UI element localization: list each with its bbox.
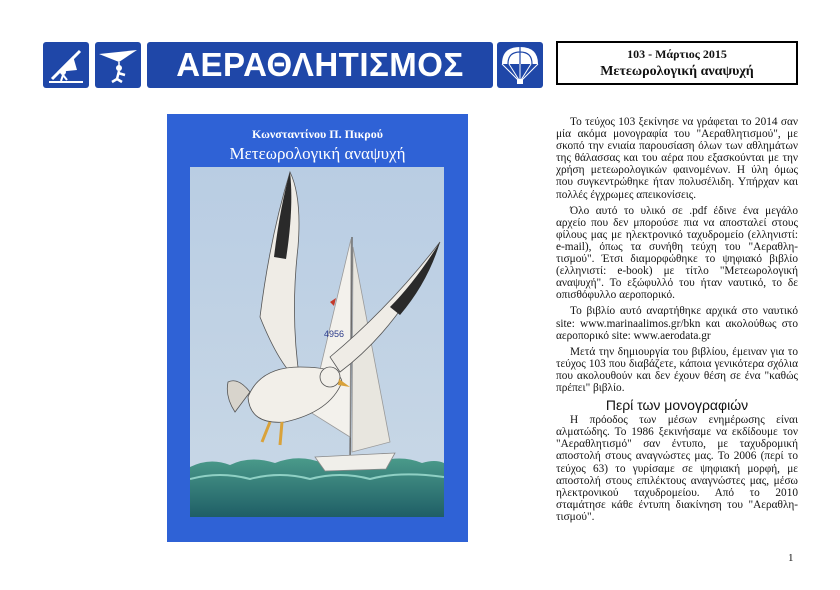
book-cover <box>167 114 468 542</box>
masthead <box>43 42 543 88</box>
article-paragraph: Το βιβλίο αυτό αναρτήθηκε αρχικά στο ναυτικό site: www.marinaalimos.gr/bkn και ακολούθως στο αεροπορικό site: www.aerodata.gr <box>556 305 798 342</box>
windsurfer-icon <box>43 42 89 88</box>
section-paragraph: Η πρόοδος των μέσων ενημέρωσης είναι αλματώδης. Το 1986 ξεκινήσαμε να εκδίδουμε τον "Αεραθλητισμό" σαν έντυπο, με ταχυδρομική αποστολή στους αναγνώστες μας. Το 2006 (περί το τεύχος 63) το γυρίσαμε σε ψηφιακή μορφή, με αποστολή στους επιλέκτους αναγνώστες μας, μέσω ηλεκτρονικού ταχυδρομείου. Από το 2010 σταμάτησε κάθε έντυπη διακίνηση του "Αεραθλη-τισμού". <box>556 414 798 523</box>
parachute-icon <box>497 42 543 88</box>
article-paragraph: Όλο αυτό το υλικό σε .pdf έδινε ένα μεγάλο αρχείο που δεν μπορούσε πια να αποσταλεί στους φίλους μας με ηλεκτρονικό ταχυδρομείο (ελληνιστί: e-mail), όπως τα συνήθη τεύχη του "Αεραθλη-τισμού". Έτσι διαμορφώθηκε το ψηφιακό βιβλίο (ελληνιστί: e-book) με τίτλο "Μετεωρολογική αναψυχή". Το εξώφυλλό του ήταν ναυτικό, το δε οπισθόφυλλο αεροπορικό. <box>556 204 798 302</box>
cover-author: Κωνσταντίνου Π. Πικρού <box>252 127 383 141</box>
issue-title: Μετεωρολογική αναψυχή <box>600 64 754 79</box>
magazine-title-bar <box>147 42 493 88</box>
gull-head <box>320 367 340 387</box>
sea <box>190 458 444 517</box>
hang-glider-icon <box>95 42 141 88</box>
magazine-title: ΑΕΡΑΘΛΗΤΙΣΜΟΣ <box>176 46 464 83</box>
section-heading: Περί των μονογραφιών <box>605 397 749 414</box>
issue-number-date: 103 - Μάρτιος 2015 <box>627 47 727 61</box>
cover-painting <box>190 167 444 517</box>
cover-title: Μετεωρολογική αναψυχή <box>229 144 406 163</box>
article-paragraph: Μετά την δημιουργία του βιβλίου, έμειναν για το τεύχος 103 που διαβάζετε, κάποια γενικότερα σχόλια που ακολουθούν και δεν έχουν θέση σε ένα "καθώς πρέπει" βιβλίο. <box>556 345 798 394</box>
page-number: 1 <box>788 552 794 564</box>
article-column <box>556 116 798 527</box>
issue-info-box <box>556 41 798 85</box>
article-paragraph: Το τεύχος 103 ξεκίνησε να γράφεται το 2014 σαν μία ακόμα μονογραφία του "Αεραθλητισμού", με σκοπό την ενιαία παρουσίαση όλων των αθλημάτων της θάλασσας και του αέρα που εξασκούνται με την χρήση μετεωρολογικών φαινομένων. Η ύλη όμως που συγκεντρώθηκε ήταν πολυσέλιδη. Υπήρχαν και πολλές έγχρωμες απεικονίσεις. <box>556 116 798 201</box>
sail-number: 4956 <box>324 329 345 339</box>
